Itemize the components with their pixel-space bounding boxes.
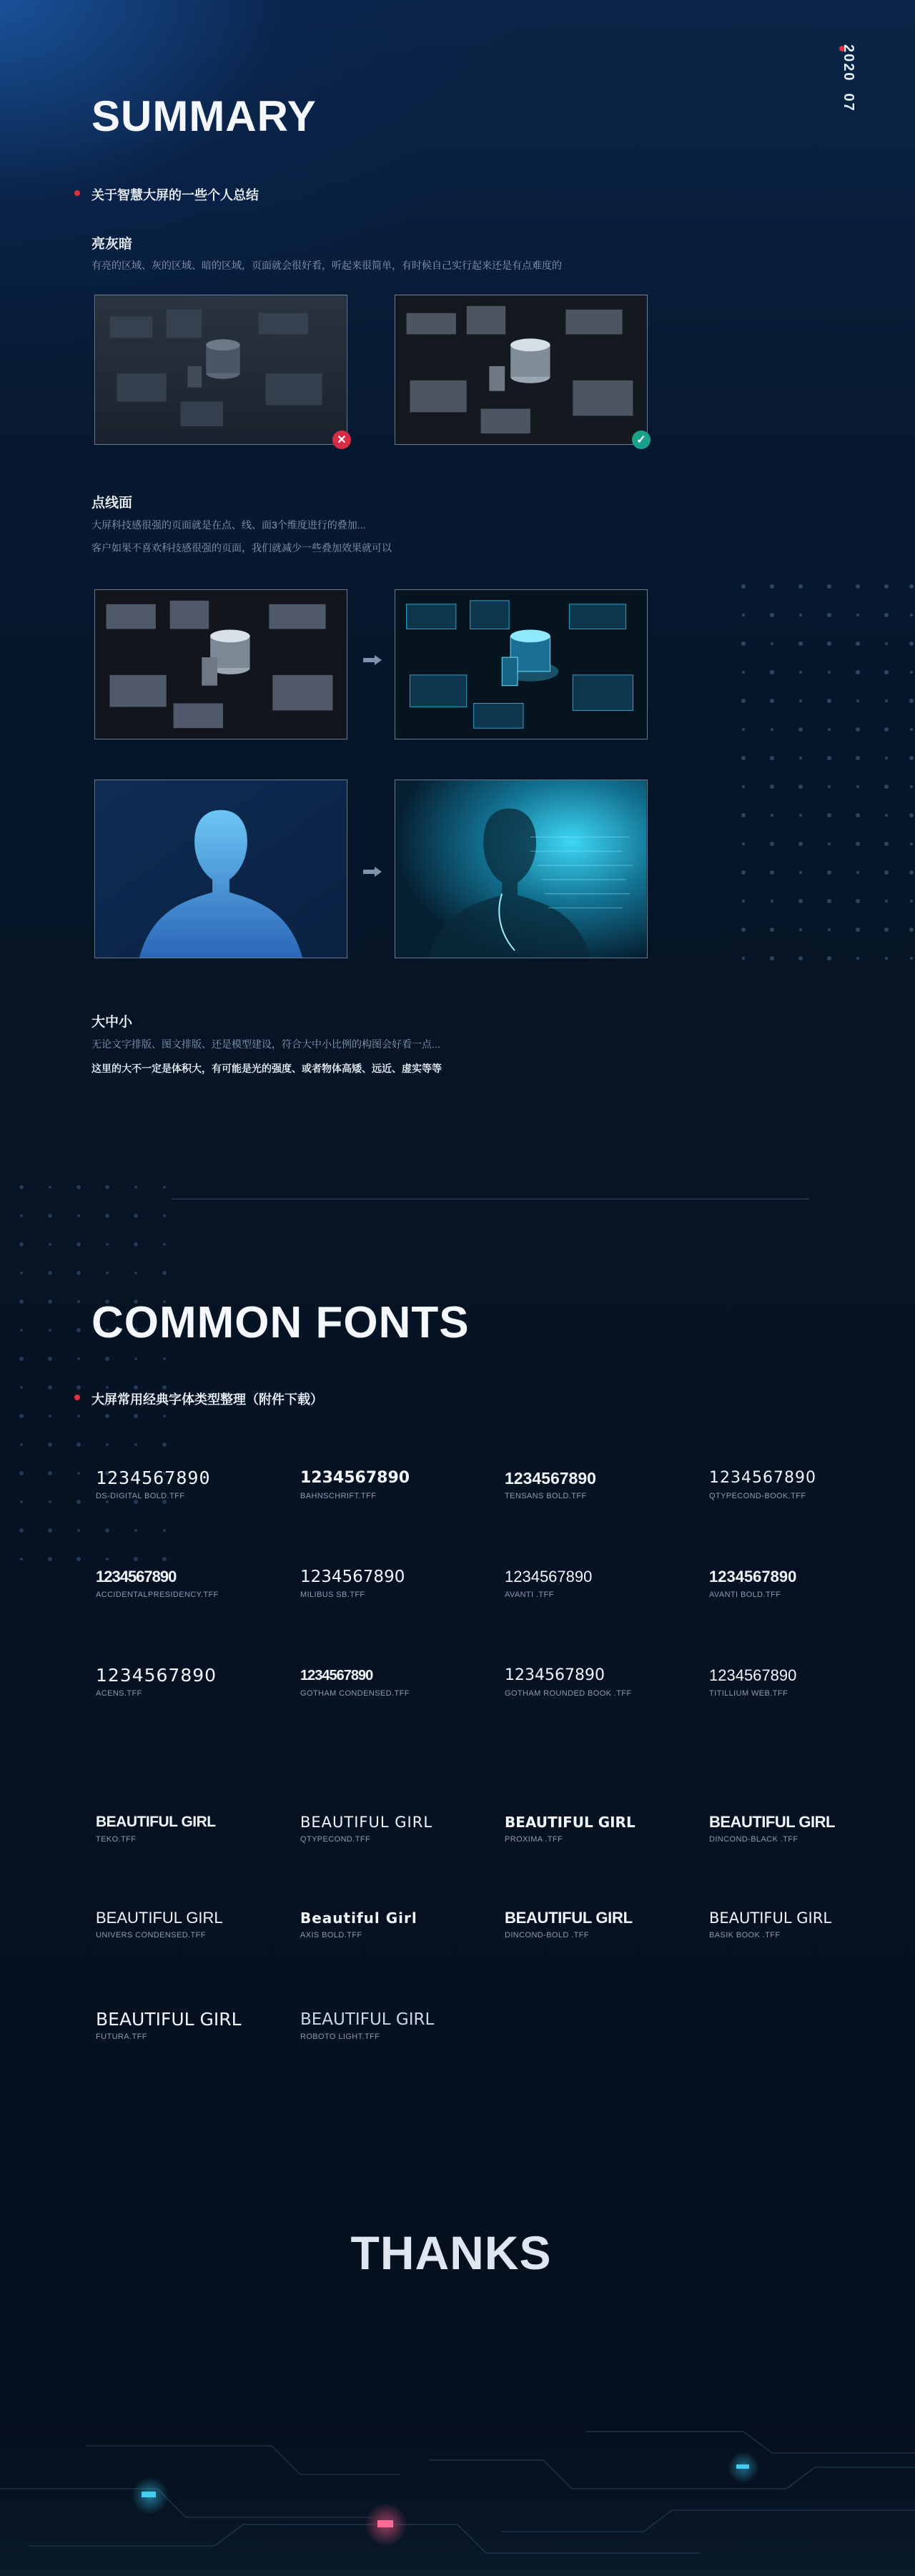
font-sample-text: BEAUTIFUL GIRL	[96, 2009, 242, 2030]
arrow-right-icon-2	[363, 867, 382, 877]
font-sample	[505, 1566, 592, 1599]
example-image-city-plain	[94, 589, 347, 739]
fonts-bullet-dot	[74, 1395, 80, 1400]
font-sample-text: Beautiful Girl	[300, 1909, 417, 1927]
section-heading-light-gray-dark: 亮灰暗	[92, 237, 133, 252]
font-sample	[96, 2010, 242, 2041]
font-name: QTYPECOND-BOOK.TFF	[709, 1492, 806, 1500]
font-name: FUTURA.TFF	[96, 2032, 147, 2041]
font-sample-text: 1234567890	[709, 1469, 816, 1487]
font-sample-text: 1234567890	[300, 1668, 373, 1683]
font-sample-text: 1234567890	[505, 1568, 593, 1586]
font-name: AVANTI BOLD.TFF	[709, 1591, 781, 1599]
font-sample-text: 1234567890	[96, 1468, 211, 1488]
font-sample	[505, 1468, 596, 1500]
font-name: TEKO.TFF	[96, 1835, 137, 1844]
font-sample-text: BEAUTIFUL GIRL	[300, 2010, 435, 2029]
font-name: BASIK BOOK .TFF	[709, 1931, 781, 1940]
common-fonts-title: COMMON FONTS	[92, 1298, 470, 1347]
font-name: BAHNSCHRIFT.TFF	[300, 1492, 377, 1500]
font-sample	[505, 1908, 633, 1940]
font-sample	[300, 1812, 432, 1844]
date-month: 07	[841, 93, 856, 112]
section-desc-point-line-surface-1: 大屏科技感很强的页面就是在点、线、面3个维度进行的叠加...	[92, 519, 366, 531]
font-name: AXIS BOLD.TFF	[300, 1931, 362, 1940]
font-sample-text: 1234567890	[505, 1469, 596, 1488]
summary-bullet-dot	[74, 190, 80, 196]
example-image-good	[395, 295, 648, 445]
font-name: ROBOTO LIGHT.TFF	[300, 2032, 380, 2041]
arrow-right-icon	[363, 655, 382, 665]
font-sample	[505, 1812, 635, 1844]
summary-subtitle: 关于智慧大屏的一些个人总结	[92, 188, 259, 202]
font-sample-text: 1234567890	[709, 1568, 797, 1586]
font-sample	[96, 1468, 211, 1500]
font-sample	[300, 2010, 434, 2041]
font-name: TENSANS BOLD.TFF	[505, 1492, 587, 1500]
font-name: MILIBUS SB.TFF	[300, 1591, 365, 1599]
section-desc-big-medium-small-2: 这里的大不一定是体积大，有可能是光的强度、或者物体高矮、远近、虚实等等	[92, 1063, 442, 1074]
font-name: UNIVERS CONDENSED.TFF	[96, 1931, 206, 1940]
font-sample-text: 1234567890	[505, 1666, 605, 1684]
thanks-heading: THANKS	[350, 2226, 552, 2279]
font-sample-text: BEAUTIFUL GIRL	[300, 1814, 433, 1831]
font-name: QTYPECOND.TFF	[300, 1835, 371, 1844]
font-sample	[505, 1665, 632, 1698]
font-sample	[300, 1908, 417, 1940]
font-sample-text: 1234567890	[300, 1469, 410, 1487]
font-sample	[709, 1566, 796, 1599]
font-sample	[96, 1665, 217, 1698]
font-sample-text: BEAUTIFUL GIRL	[505, 1814, 635, 1831]
dot-grid-decoration-left	[0, 1180, 186, 1580]
font-sample	[300, 1468, 410, 1500]
section-heading-big-medium-small: 大中小	[92, 1015, 133, 1030]
font-sample	[96, 1812, 216, 1844]
font-sample-text: BEAUTIFUL GIRL	[505, 1909, 633, 1927]
font-name: GOTHAM CONDENSED.TFF	[300, 1689, 410, 1698]
date-year: 2020	[841, 44, 856, 82]
section-heading-point-line-surface: 点线面	[92, 496, 133, 511]
section-desc-big-medium-small-1: 无论文字排版、图文排版、还是模型建设，符合大中小比例的构图会好看一点...	[92, 1038, 440, 1050]
font-name: DS-DIGITAL BOLD.TFF	[96, 1492, 185, 1500]
font-name: GOTHAM ROUNDED BOOK .TFF	[505, 1689, 632, 1698]
bad-example-icon: ✕	[332, 431, 351, 449]
example-image-silhouette-tech	[395, 780, 648, 958]
font-sample	[709, 1468, 816, 1500]
font-sample	[709, 1908, 831, 1940]
fonts-subtitle: 大屏常用经典字体类型整理（附件下载）	[92, 1392, 323, 1407]
font-sample-text: BEAUTIFUL GIRL	[96, 1909, 223, 1927]
circuit-board-background	[0, 2360, 915, 2576]
section-desc-point-line-surface-2: 客户如果不喜欢科技感很强的页面，我们就减少一些叠加效果就可以	[92, 542, 392, 554]
font-sample	[709, 1812, 835, 1844]
font-sample-text: 1234567890	[300, 1568, 405, 1586]
font-sample-text: BEAUTIFUL GIRL	[709, 1909, 832, 1927]
font-name: TITILLIUM WEB.TFF	[709, 1689, 788, 1698]
font-name: ACENS.TFF	[96, 1689, 142, 1698]
font-sample-text: 1234567890	[709, 1666, 797, 1684]
dot-grid-decoration	[729, 579, 915, 987]
font-name: DINCOND-BOLD .TFF	[505, 1931, 590, 1940]
font-name: AVANTI .TFF	[505, 1591, 554, 1599]
good-example-icon: ✓	[632, 431, 651, 449]
font-sample	[96, 1908, 223, 1940]
example-image-silhouette-plain	[94, 780, 347, 958]
font-sample-text: BEAUTIFUL GIRL	[709, 1813, 835, 1831]
summary-title: SUMMARY	[92, 92, 317, 140]
font-sample	[709, 1665, 796, 1698]
font-name: ACCIDENTALPRESIDENCY.TFF	[96, 1591, 219, 1599]
font-sample-text: BEAUTIFUL GIRL	[96, 1814, 216, 1830]
example-image-bad	[94, 295, 347, 445]
date-label	[828, 44, 856, 152]
font-sample	[300, 1665, 410, 1698]
example-image-city-tech	[395, 589, 648, 739]
font-name: DINCOND-BLACK .TFF	[709, 1835, 798, 1844]
font-name: PROXIMA .TFF	[505, 1835, 563, 1844]
section-desc-light-gray-dark: 有亮的区域、灰的区域、暗的区域，页面就会很好看，听起来很简单，有时候自己实行起来还是有点难度的	[92, 260, 562, 271]
font-sample	[300, 1566, 405, 1599]
font-sample	[96, 1566, 219, 1599]
font-sample-text: 1234567890	[96, 1568, 177, 1586]
font-sample-text: 1234567890	[96, 1665, 217, 1686]
